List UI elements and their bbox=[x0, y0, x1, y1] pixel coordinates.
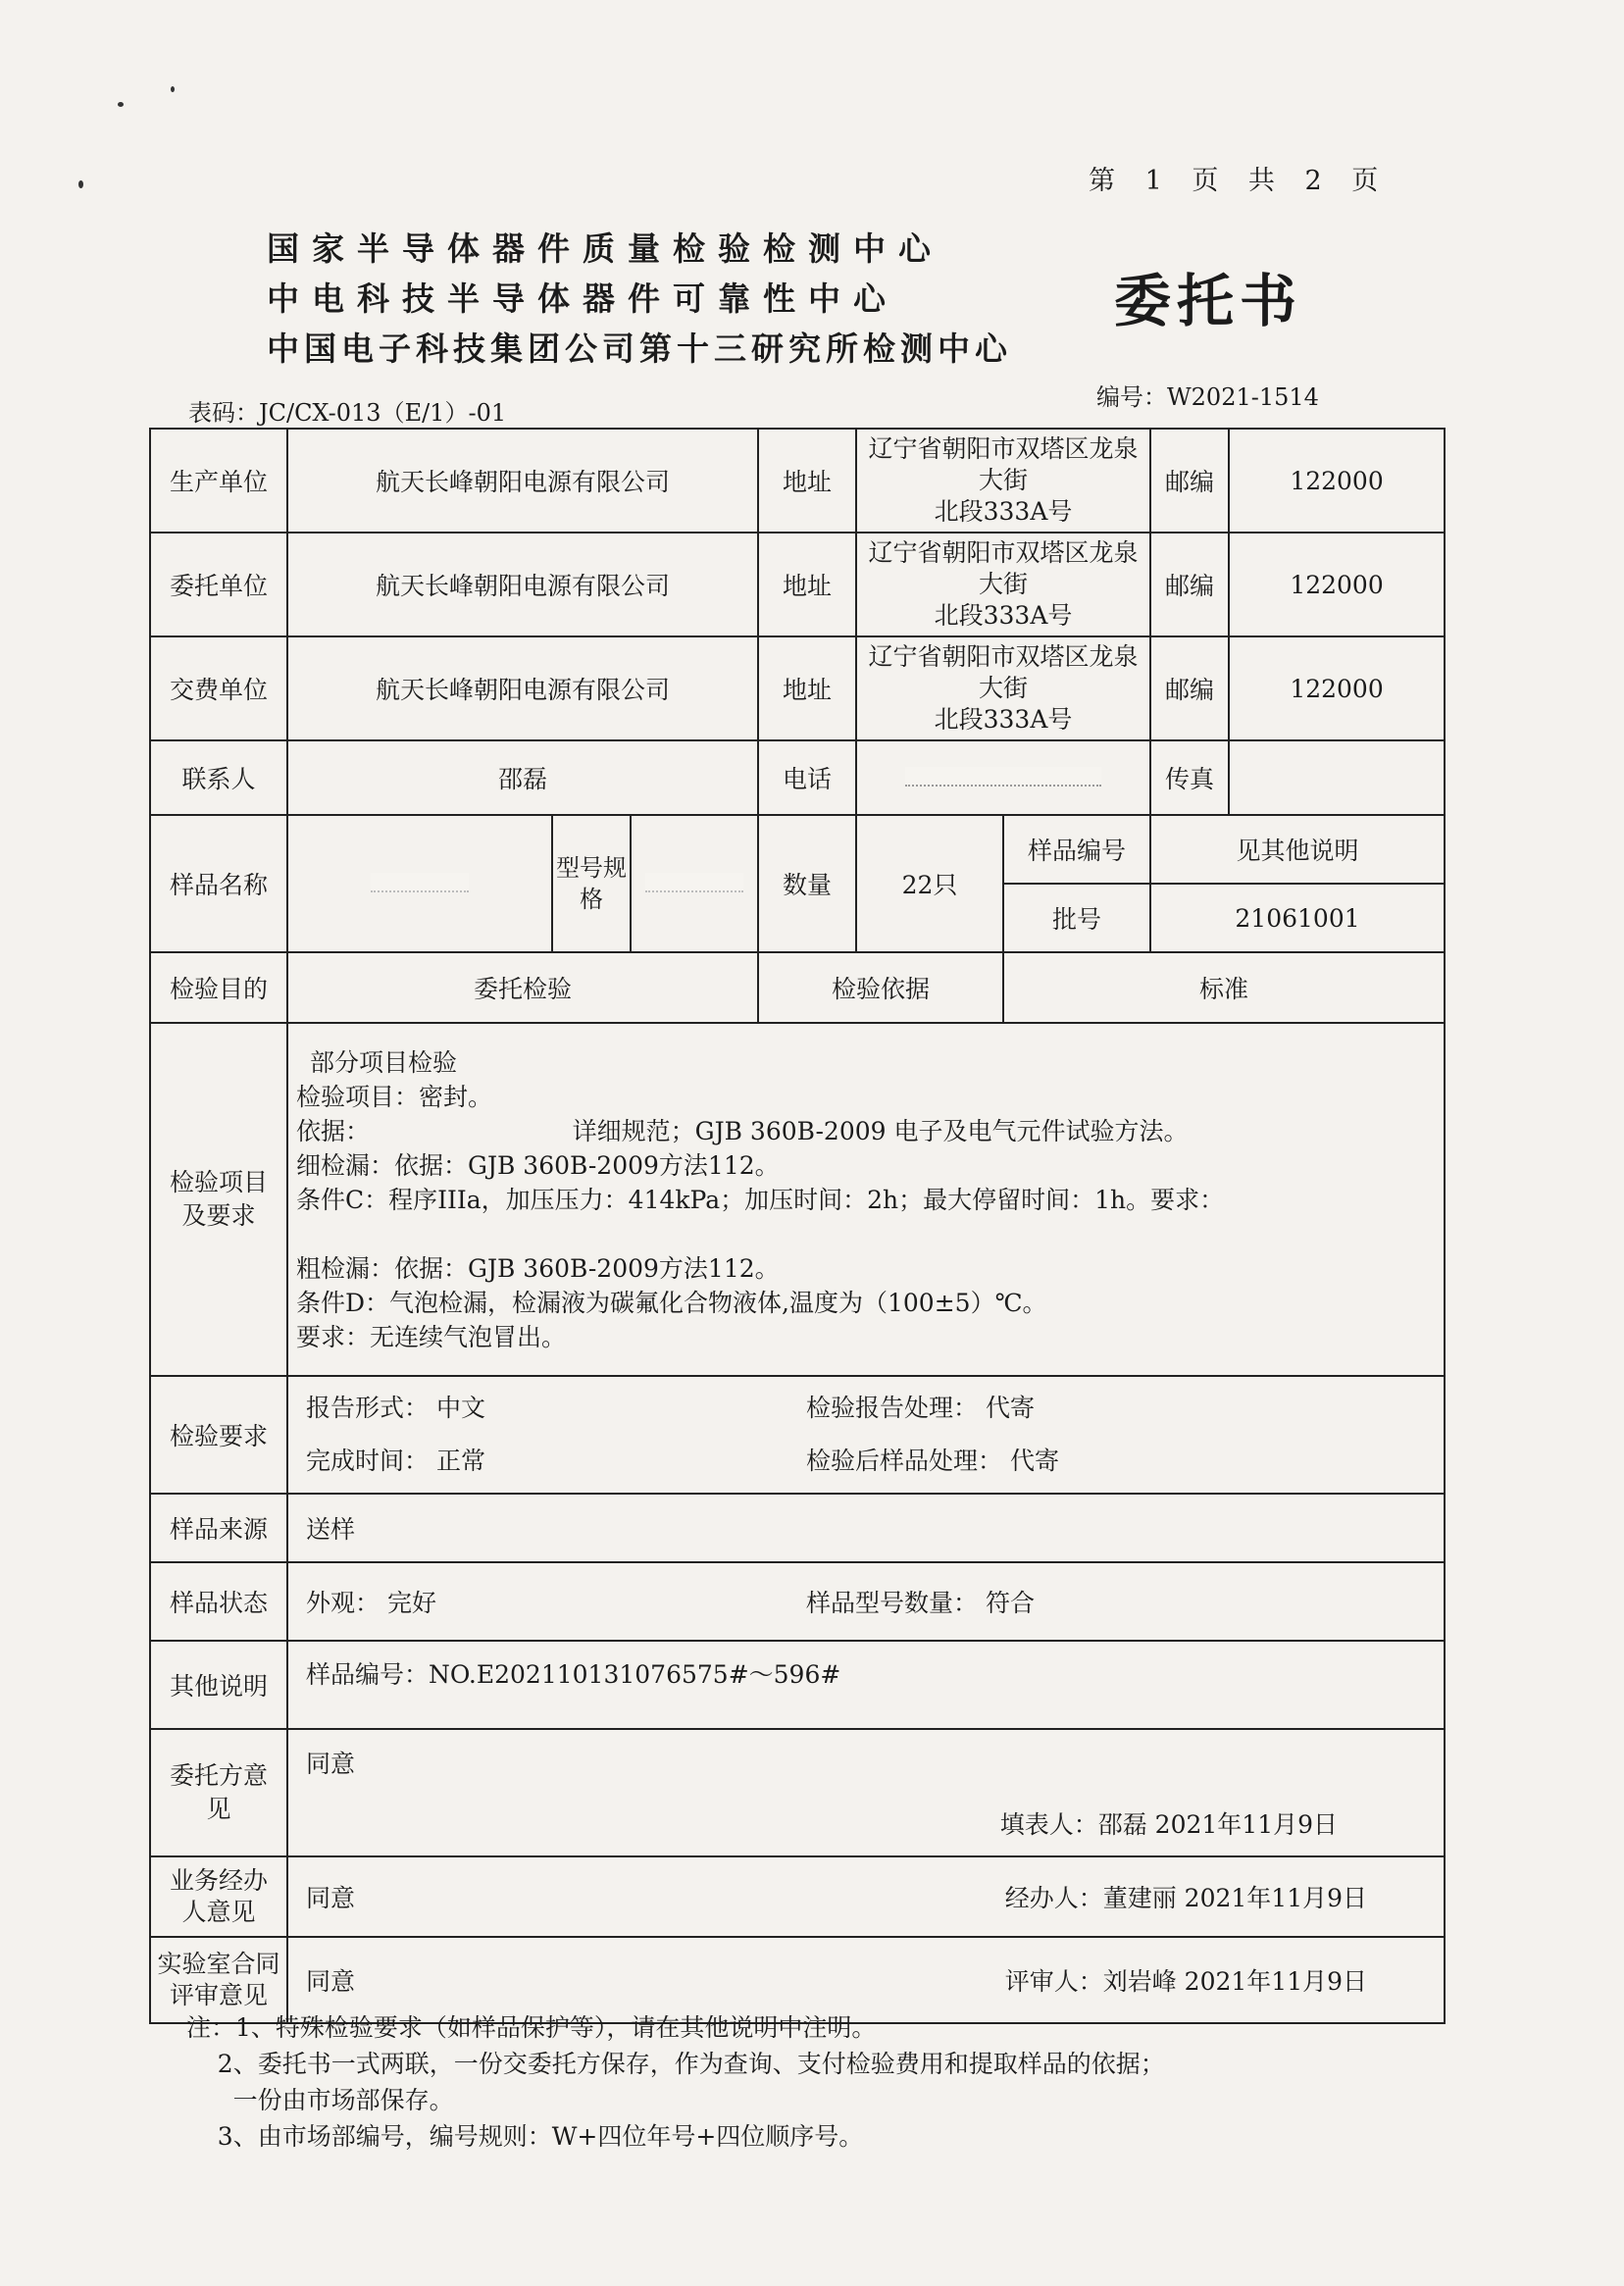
items-content bbox=[287, 1023, 1445, 1376]
doc-number: 编号：W2021-1514 bbox=[1096, 383, 1319, 411]
source-value: 送样 bbox=[287, 1494, 1445, 1562]
lab-opinion-label: 实验室合同评审意见 bbox=[150, 1937, 287, 2023]
purpose-label: 检验目的 bbox=[150, 952, 287, 1023]
biz-opinion-content bbox=[287, 1856, 1445, 1937]
items-line-8: 条件D：气泡检漏，检漏液为碳氟化合物液体,温度为（100±5）℃。 bbox=[296, 1288, 1047, 1317]
org-name-2: 中电科技半导体器件可靠性中心 bbox=[267, 279, 898, 318]
handler-signature: 经办人：董建丽 2021年11月9日 bbox=[1004, 1884, 1368, 1912]
address-label: 地址 bbox=[758, 533, 856, 636]
payer-postcode: 122000 bbox=[1229, 636, 1445, 740]
items-line-6 bbox=[296, 1217, 1436, 1251]
producer-address: 辽宁省朝阳市双塔区龙泉大街 北段333A号 bbox=[856, 429, 1150, 533]
page-number: 第 1 页 共 2 页 bbox=[1089, 166, 1381, 196]
org-name-3: 中国电子科技集团公司第十三研究所检测中心 bbox=[267, 330, 1012, 368]
contact-label: 联系人 bbox=[150, 740, 287, 815]
state-content bbox=[287, 1562, 1445, 1641]
contact-value: 邵磊 bbox=[287, 740, 758, 815]
sample-name-redacted bbox=[287, 815, 552, 952]
completion-time: 完成时间： 正常 bbox=[306, 1447, 485, 1475]
client-label: 委托单位 bbox=[150, 533, 287, 636]
report-form: 报告形式： 中文 bbox=[306, 1394, 485, 1422]
address-label: 地址 bbox=[758, 429, 856, 533]
note-2: 2、委托书一式两联，一份交委托方保存，作为查询、支付检验费用和提取样品的依据； bbox=[186, 2050, 1165, 2078]
basis-label: 检验依据 bbox=[758, 952, 1003, 1023]
note-3: 3、由市场部编号，编号规则：W+四位年号+四位顺序号。 bbox=[186, 2122, 864, 2151]
client-opinion-label: 委托方意见 bbox=[150, 1729, 287, 1856]
note-2-cont: 一份由市场部保存。 bbox=[186, 2086, 454, 2114]
items-line-4: 细检漏：依据：GJB 360B-2009方法112。 bbox=[296, 1150, 780, 1180]
producer-value: 航天长峰朝阳电源有限公司 bbox=[287, 429, 758, 533]
batch-value: 21061001 bbox=[1150, 884, 1445, 952]
items-label: 检验项目及要求 bbox=[150, 1023, 287, 1376]
source-label: 样品来源 bbox=[150, 1494, 287, 1562]
org-name-1: 国家半导体器件质量检验检测中心 bbox=[267, 229, 943, 268]
filler-signature: 填表人：邵磊 2021年11月9日 bbox=[999, 1810, 1339, 1839]
payer-value: 航天长峰朝阳电源有限公司 bbox=[287, 636, 758, 740]
postcode-label: 邮编 bbox=[1150, 636, 1229, 740]
notes bbox=[186, 2009, 1165, 2155]
phone-value-redacted bbox=[856, 740, 1150, 815]
producer-postcode: 122000 bbox=[1229, 429, 1445, 533]
postcode-label: 邮编 bbox=[1150, 429, 1229, 533]
quantity-value: 22只 bbox=[856, 815, 1003, 952]
quantity-label: 数量 bbox=[758, 815, 856, 952]
requirements-label: 检验要求 bbox=[150, 1376, 287, 1494]
other-label: 其他说明 bbox=[150, 1641, 287, 1729]
other-value: 样品编号：NO.E202110131076575#～596# bbox=[287, 1641, 1445, 1729]
model-label: 型号规格 bbox=[552, 815, 631, 952]
client-value: 航天长峰朝阳电源有限公司 bbox=[287, 533, 758, 636]
client-opinion-value: 同意 bbox=[306, 1750, 356, 1778]
items-line-1: 部分项目检验 bbox=[310, 1047, 458, 1077]
reviewer-signature: 评审人：刘岩峰 2021年11月9日 bbox=[1004, 1967, 1368, 1996]
phone-label: 电话 bbox=[758, 740, 856, 815]
doc-title: 委托书 bbox=[1114, 268, 1303, 334]
producer-label: 生产单位 bbox=[150, 429, 287, 533]
commission-form bbox=[149, 428, 1444, 2009]
basis-value: 标准 bbox=[1003, 952, 1445, 1023]
purpose-value: 委托检验 bbox=[287, 952, 758, 1023]
note-1: 注：1、特殊检验要求（如样品保护等），请在其他说明中注明。 bbox=[186, 2013, 877, 2042]
model-quantity: 样品型号数量： 符合 bbox=[806, 1589, 1035, 1617]
sample-handling: 检验后样品处理： 代寄 bbox=[806, 1447, 1059, 1475]
client-address: 辽宁省朝阳市双塔区龙泉大街 北段333A号 bbox=[856, 533, 1150, 636]
items-line-9: 要求：无连续气泡冒出。 bbox=[296, 1322, 567, 1351]
biz-opinion-value: 同意 bbox=[306, 1884, 356, 1912]
client-opinion-content bbox=[287, 1729, 1445, 1856]
state-label: 样品状态 bbox=[150, 1562, 287, 1641]
batch-label: 批号 bbox=[1003, 884, 1150, 952]
postcode-label: 邮编 bbox=[1150, 533, 1229, 636]
items-line-2: 检验项目：密封。 bbox=[296, 1082, 493, 1111]
items-line-5: 条件C：程序IIIa，加压压力：414kPa；加压时间：2h；最大停留时间：1h。要求： bbox=[296, 1185, 1225, 1214]
lab-opinion-value: 同意 bbox=[306, 1967, 356, 1996]
report-handling: 检验报告处理： 代寄 bbox=[806, 1394, 1035, 1422]
sample-no-value: 见其他说明 bbox=[1150, 815, 1445, 884]
items-line-7: 粗检漏：依据：GJB 360B-2009方法112。 bbox=[296, 1253, 780, 1283]
biz-opinion-label: 业务经办人意见 bbox=[150, 1856, 287, 1937]
sample-no-label: 样品编号 bbox=[1003, 815, 1150, 884]
model-redacted bbox=[631, 815, 758, 952]
fax-value bbox=[1229, 740, 1445, 815]
sample-name-label: 样品名称 bbox=[150, 815, 287, 952]
payer-label: 交费单位 bbox=[150, 636, 287, 740]
appearance: 外观： 完好 bbox=[306, 1589, 436, 1617]
payer-address: 辽宁省朝阳市双塔区龙泉大街 北段333A号 bbox=[856, 636, 1150, 740]
fax-label: 传真 bbox=[1150, 740, 1229, 815]
requirements-content bbox=[287, 1376, 1445, 1494]
items-line-3: 依据： 详细规范；GJB 360B-2009 电子及电气元件试验方法。 bbox=[296, 1116, 1189, 1145]
client-postcode: 122000 bbox=[1229, 533, 1445, 636]
form-code: 表码：JC/CX-013（E/1）-01 bbox=[188, 399, 507, 427]
address-label: 地址 bbox=[758, 636, 856, 740]
